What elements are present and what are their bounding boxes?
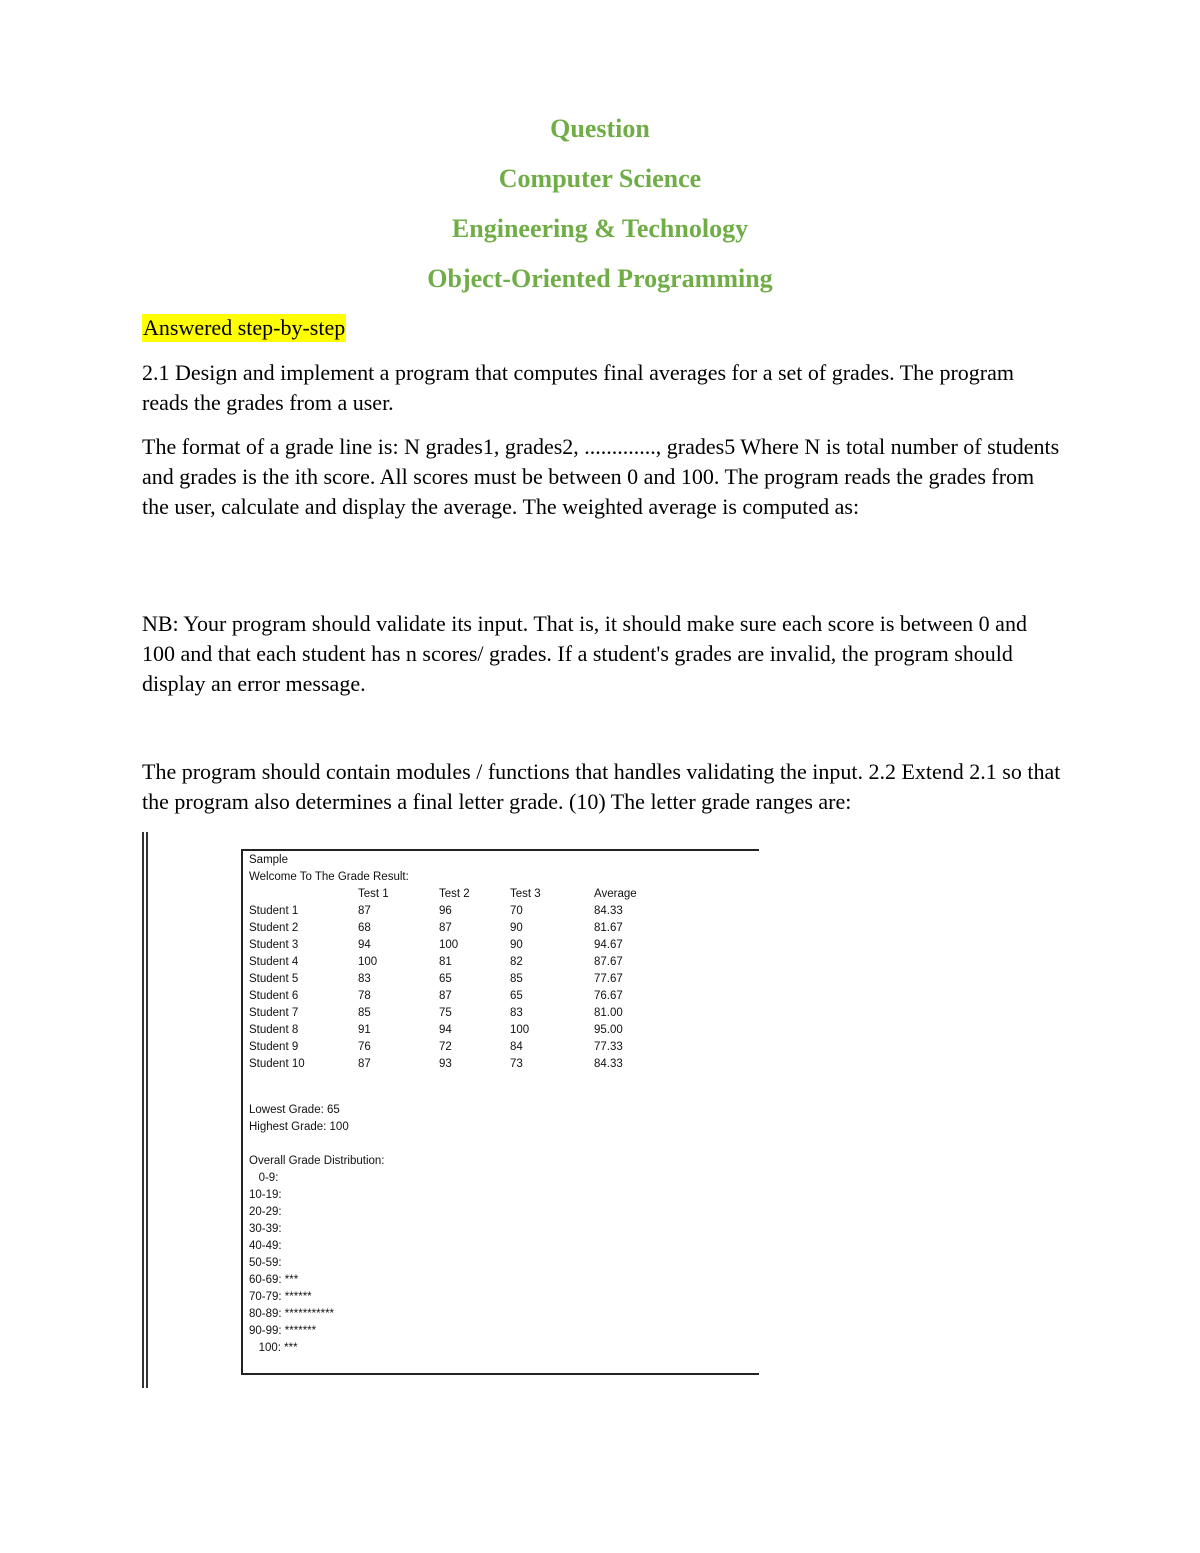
average-score: 81.67	[594, 922, 623, 934]
test-2-score: 72	[439, 1041, 452, 1053]
test-2-score: 87	[439, 990, 452, 1002]
test-3-score: 70	[510, 905, 523, 917]
test-2-score: 75	[439, 1007, 452, 1019]
distribution-row: 100: ***	[249, 1342, 298, 1354]
test-2-score: 81	[439, 956, 452, 968]
distribution-row: 70-79: ******	[249, 1291, 312, 1303]
distribution-title: Overall Grade Distribution:	[249, 1155, 385, 1167]
test-1-score: 83	[358, 973, 371, 985]
test-3-score: 90	[510, 922, 523, 934]
lowest-grade: Lowest Grade: 65	[249, 1104, 340, 1116]
average-score: 81.00	[594, 1007, 623, 1019]
distribution-row: 30-39:	[249, 1223, 282, 1235]
test-3-score: 65	[510, 990, 523, 1002]
test-1-score: 91	[358, 1024, 371, 1036]
average-score: 94.67	[594, 939, 623, 951]
distribution-row: 90-99: *******	[249, 1325, 317, 1337]
distribution-row: 60-69: ***	[249, 1274, 299, 1286]
distribution-row: 80-89: ***********	[249, 1308, 335, 1320]
test-2-score: 94	[439, 1024, 452, 1036]
test-2-score: 65	[439, 973, 452, 985]
test-3-score: 82	[510, 956, 523, 968]
student-name: Student 5	[249, 973, 299, 985]
test-2-score: 100	[439, 939, 459, 951]
paragraph-format: The format of a grade line is: N grades1, grades2, ............., grades5 Where N is total number of students and grades is the ith score. All scores must be between 0 and 100. The program reads the grades from the user, calculate and display the average. The weighted average is computed as:	[142, 434, 1060, 519]
student-name: Student 8	[249, 1024, 299, 1036]
sample-welcome: Welcome To The Grade Result:	[249, 871, 409, 883]
left-border-line	[142, 832, 144, 1388]
student-name: Student 10	[249, 1058, 305, 1070]
test-2-score: 93	[439, 1058, 452, 1070]
test-1-score: 87	[358, 1058, 371, 1070]
heading-subject: Computer Science	[498, 164, 702, 193]
heading-topic: Object-Oriented Programming	[427, 264, 773, 293]
average-score: 84.33	[594, 905, 623, 917]
test-3-score: 90	[510, 939, 523, 951]
highest-grade: Highest Grade: 100	[249, 1121, 349, 1133]
test-3-score: 73	[510, 1058, 523, 1070]
student-name: Student 6	[249, 990, 299, 1002]
student-name: Student 9	[249, 1041, 299, 1053]
test-2-score: 87	[439, 922, 452, 934]
test-2-score: 96	[439, 905, 452, 917]
distribution-row: 10-19:	[249, 1189, 282, 1201]
distribution-row: 20-29:	[249, 1206, 282, 1218]
test-1-score: 85	[358, 1007, 371, 1019]
paragraph-task: 2.1 Design and implement a program that computes final averages for a set of grades. The program reads the grades from a user.	[142, 360, 1014, 415]
average-score: 77.67	[594, 973, 623, 985]
test-1-score: 68	[358, 922, 371, 934]
header-average: Average	[594, 888, 637, 900]
test-1-score: 100	[358, 956, 378, 968]
heading-field: Engineering & Technology	[451, 214, 749, 243]
distribution-row: 40-49:	[249, 1240, 282, 1252]
average-score: 87.67	[594, 956, 623, 968]
sample-title: Sample	[249, 854, 288, 866]
paragraph-note: NB: Your program should validate its input. That is, it should make sure each score is between 0 and 100 and that each student has n scores/ grades. If a student's grades are invalid, the program should display an error message.	[142, 611, 1027, 696]
test-3-score: 83	[510, 1007, 523, 1019]
paragraph-extend: The program should contain modules / functions that handles validating the input. 2.2 Extend 2.1 so that the program also determines a final letter grade. (10) The letter grade ranges are:	[142, 759, 1061, 814]
student-name: Student 7	[249, 1007, 299, 1019]
average-score: 76.67	[594, 990, 623, 1002]
student-name: Student 2	[249, 922, 299, 934]
student-name: Student 4	[249, 956, 299, 968]
test-1-score: 87	[358, 905, 371, 917]
left-border-line-2	[146, 832, 148, 1388]
test-1-score: 76	[358, 1041, 371, 1053]
distribution-row: 50-59:	[249, 1257, 282, 1269]
average-score: 77.33	[594, 1041, 623, 1053]
test-1-score: 78	[358, 990, 371, 1002]
test-3-score: 84	[510, 1041, 523, 1053]
average-score: 95.00	[594, 1024, 623, 1036]
test-3-score: 100	[510, 1024, 530, 1036]
header-test-2: Test 2	[439, 888, 470, 900]
answered-badge: Answered step-by-step	[143, 315, 346, 340]
student-name: Student 3	[249, 939, 299, 951]
heading-question: Question	[550, 114, 650, 143]
header-test-3: Test 3	[510, 888, 541, 900]
test-3-score: 85	[510, 973, 523, 985]
average-score: 84.33	[594, 1058, 623, 1070]
distribution-row: 0-9:	[249, 1172, 279, 1184]
student-name: Student 1	[249, 905, 299, 917]
test-1-score: 94	[358, 939, 371, 951]
sample-output-panel	[241, 849, 759, 1375]
header-test-1: Test 1	[358, 888, 389, 900]
